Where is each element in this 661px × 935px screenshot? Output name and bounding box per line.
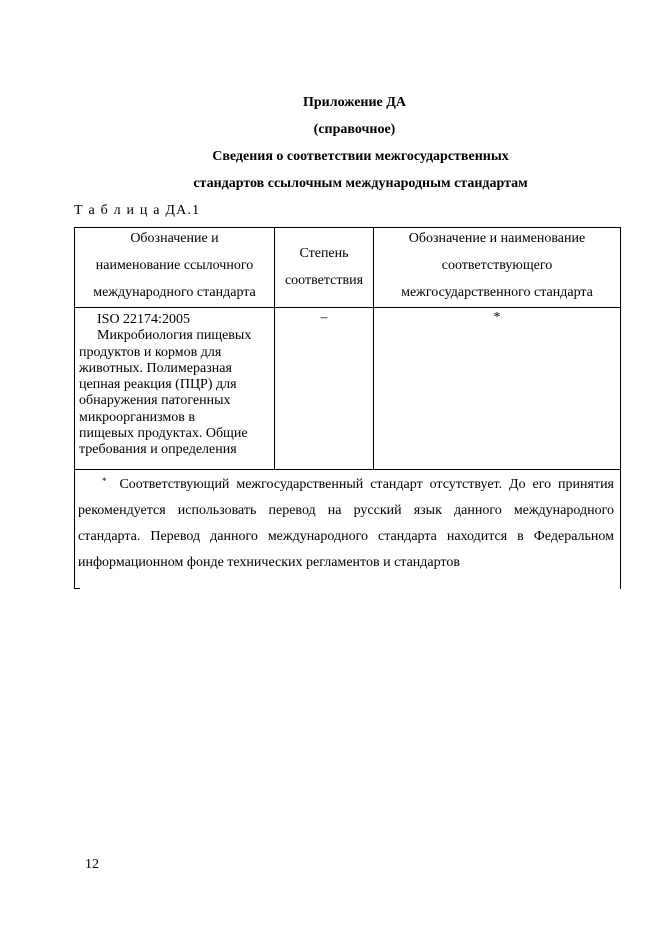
table-label: Т а б л и ц а ДА.1 <box>74 203 201 218</box>
table-footnote <box>78 472 614 576</box>
table-right-border <box>620 227 621 589</box>
row-bottom-border <box>74 469 621 470</box>
reference-standard-title-line: животных. Полимеразная <box>79 360 232 376</box>
reference-standard-cell <box>79 312 271 459</box>
reference-standard-title-line: пищевых продуктах. Общие <box>79 426 248 442</box>
reference-standard-title-line: Микробиология пищевых <box>97 328 252 344</box>
appendix-title: Приложение ДА <box>302 95 407 110</box>
reference-standard-title-line: продуктов и кормов для <box>79 344 222 360</box>
reference-standard-title-line: цепная реакция (ПЦР) для <box>79 377 237 393</box>
header-reference-standard: Обозначение и наименование ссылочного международного стандарта <box>93 231 256 300</box>
footnote-text: Соответствующий межгосударственный стандарт отсутствует. До его принятия рекомендуется использовать перевод на русский язык данного международного стандарта. Перевод данного международного стандарта находится в Федеральном информационном фонде технических регламентов и стандартов <box>78 477 614 570</box>
degree-of-conformity-cell: – <box>320 310 328 325</box>
reference-standard-code: ISO 22174:2005 <box>97 312 190 327</box>
footnote-mark: * <box>102 476 107 486</box>
appendix-type: (справочное) <box>313 122 396 137</box>
appendix-subtitle-line-2: стандартов ссылочным международным стандартам <box>193 176 528 191</box>
header-bottom-border <box>74 307 621 308</box>
appendix-subtitle-line-1: Сведения о соответствии межгосударственных <box>212 149 509 164</box>
reference-standard-title-line: микроорганизмов в <box>79 409 196 425</box>
interstate-standard-cell: * <box>493 310 501 325</box>
reference-standard-title-line: обнаружения патогенных <box>79 393 231 409</box>
reference-standard-title-line: требования и определения <box>79 442 237 458</box>
header-interstate-standard: Обозначение и наименование соответствующего межгосударственного стандарта <box>401 231 593 300</box>
page-number: 12 <box>85 857 99 872</box>
header-degree-of-conformity: Степень соответствия <box>284 246 364 288</box>
